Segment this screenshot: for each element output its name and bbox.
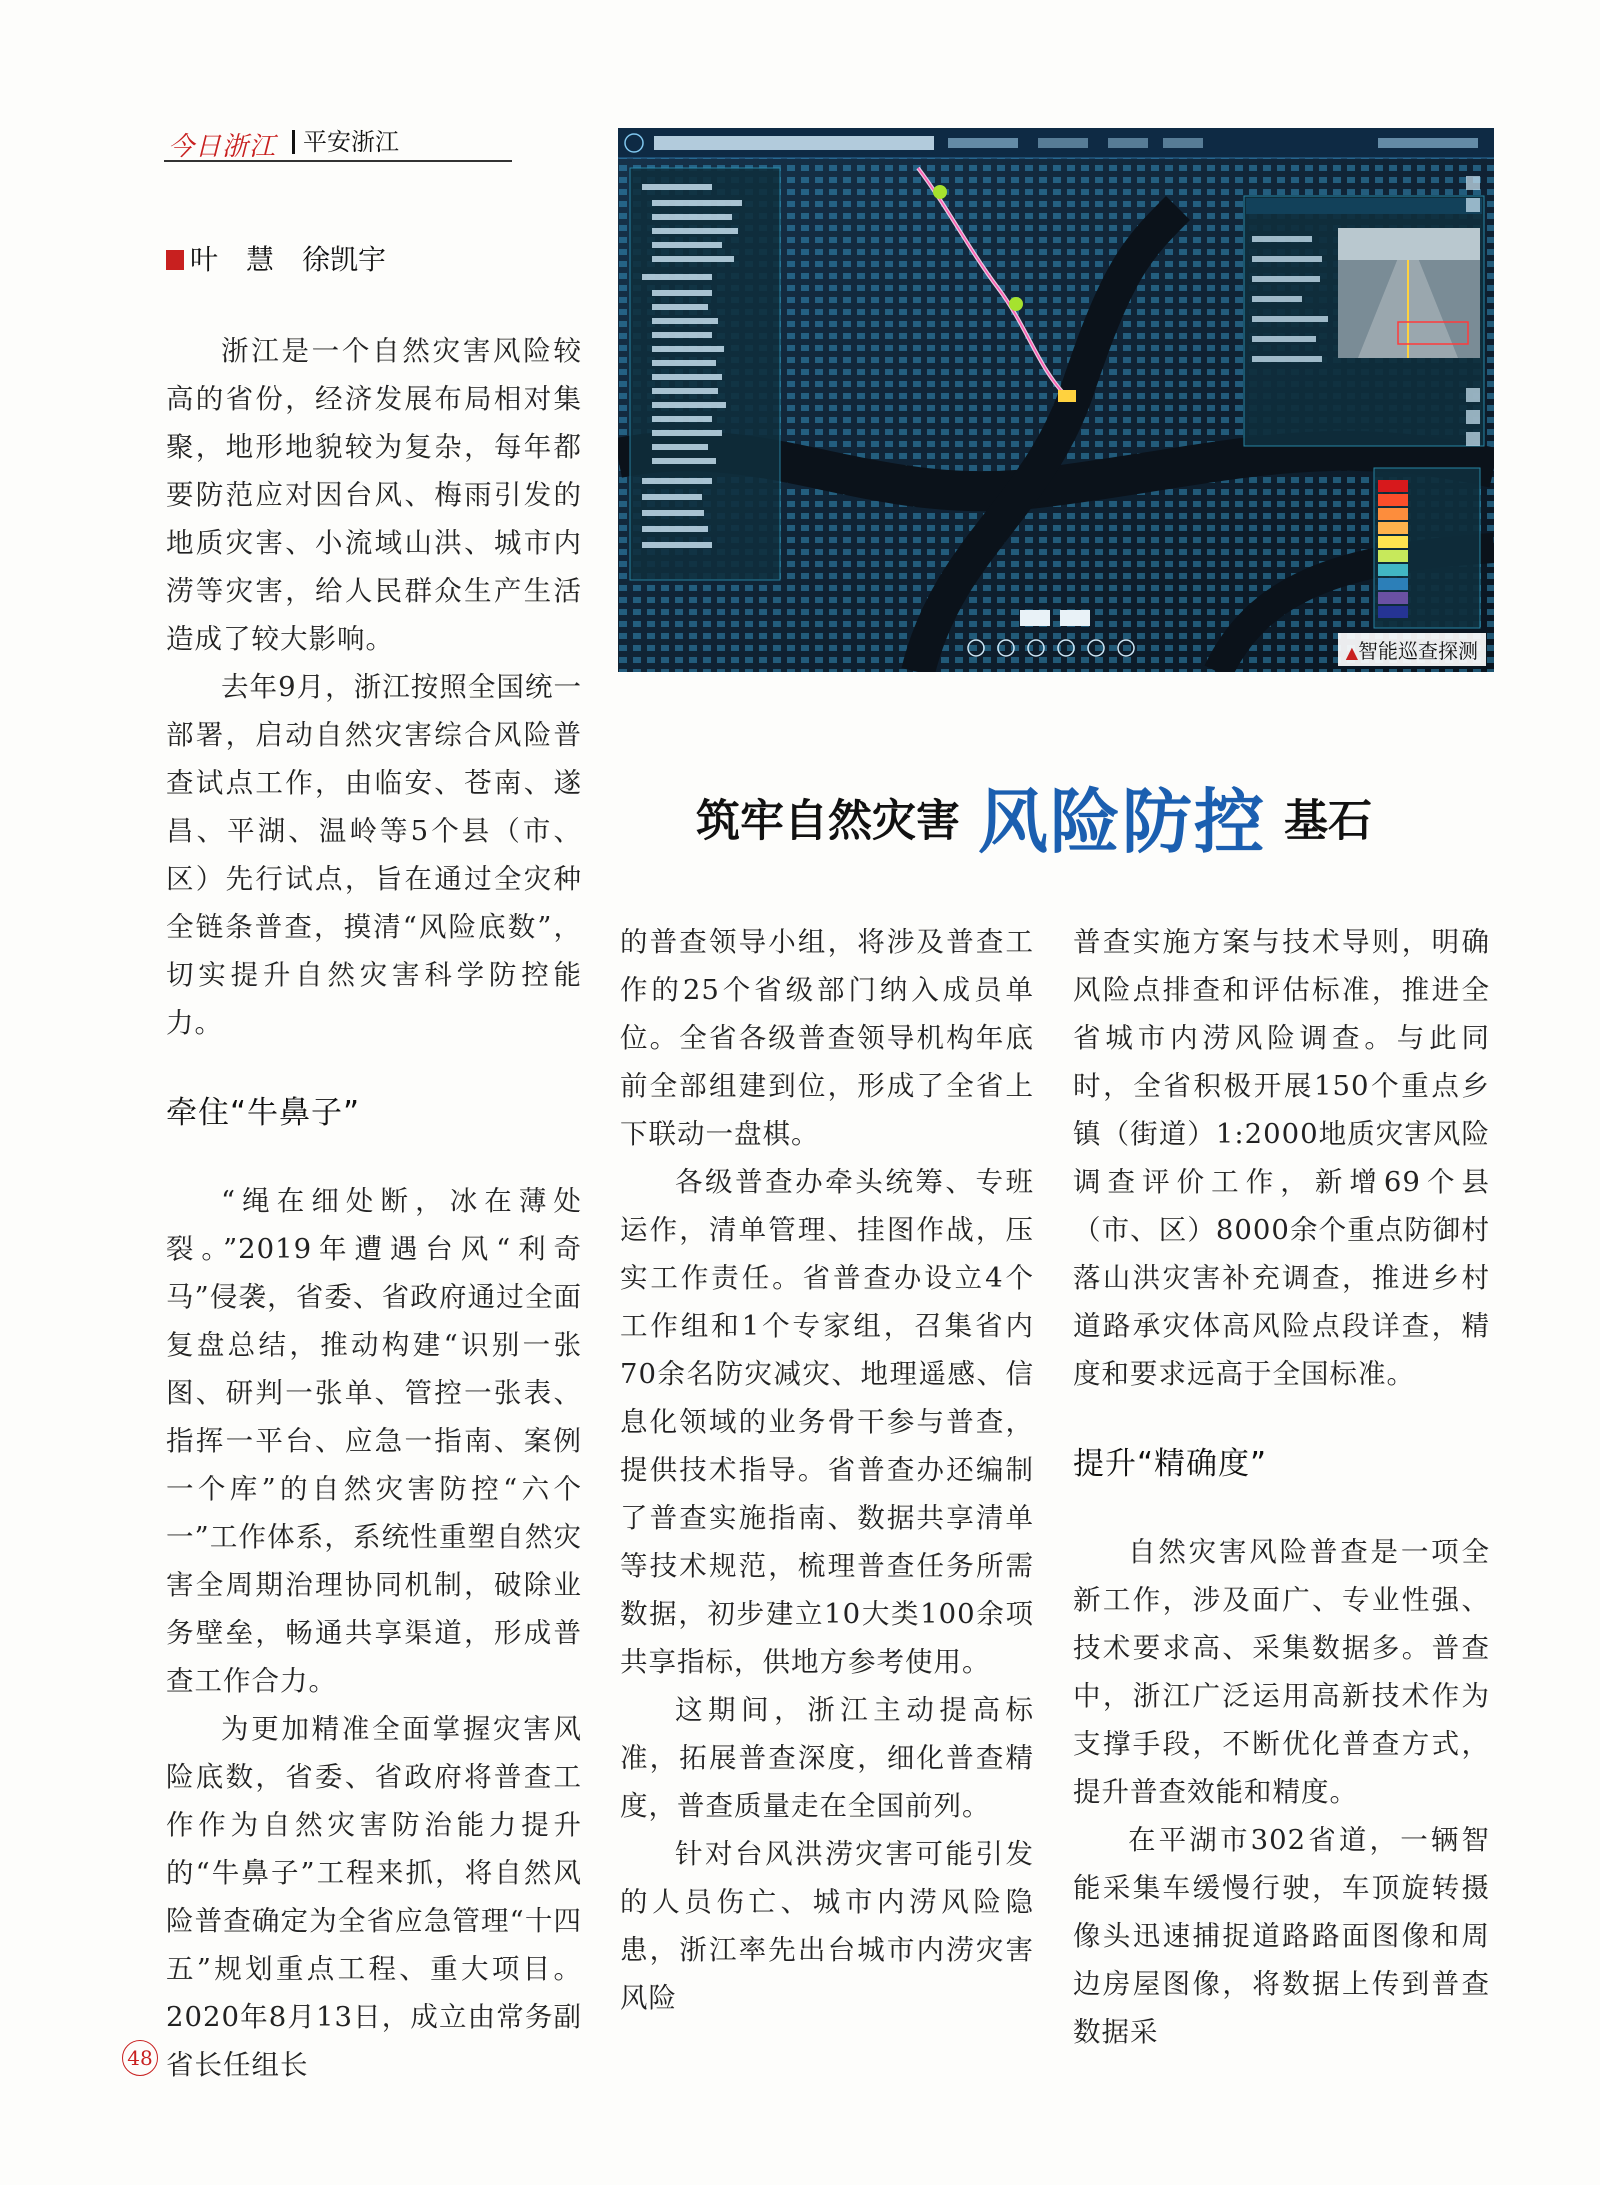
page-number: 48: [122, 2040, 158, 2076]
section-name: 平安浙江: [292, 130, 399, 154]
title-part-3: 基石: [1284, 795, 1372, 847]
paragraph: 为更加精准全面掌握灾害风险底数，省委、省政府将普查工作作为自然灾害防治能力提升的“牛鼻子”工程来抓，将自然风险普查确定为全省应急管理“十四五”规划重点工程、重大项目。2020年8月13日，成立由常务副省长任组长: [166, 1713, 582, 2081]
page-header: [164, 124, 512, 162]
title-part-1: 筑牢自然灾害: [696, 795, 960, 847]
authors: [166, 238, 386, 278]
red-square-icon: [166, 250, 184, 270]
paragraph: 去年9月，浙江按照全国统一部署，启动自然灾害综合风险普查试点工作，由临安、苍南、遂昌、平湖、温岭等5个县（市、区）先行试点，旨在通过全灾种全链条普查，摸清“风险底数”，切实提升自然灾害科学防控能力。: [166, 671, 582, 1039]
figure-smart-inspection: [618, 128, 1494, 672]
paragraph: 自然灾害风险普查是一项全新工作，涉及面广、专业性强、技术要求高、采集数据多。普查中，浙江广泛运用高新技术作为支撑手段，不断优化普查方式，提升普查效能和精度。: [1073, 1536, 1490, 1808]
figure-caption: [1338, 633, 1486, 666]
title-part-2-highlight: 风险防控: [978, 781, 1266, 863]
paragraph: 各级普查办牵头统筹、专班运作，清单管理、挂图作战，压实工作责任。省普查办设立4个工作组和1个专家组，召集省内70余名防灾减灾、地理遥感、信息化领域的业务骨干参与普查，提供技术指导。省普查办还编制了普查实施指南、数据共享清单等技术规范，梳理普查任务所需数据，初步建立10大类100余项共享指标，供地方参考使用。: [620, 1166, 1034, 1678]
magazine-logo: 今日浙江: [168, 132, 277, 162]
column-1: [166, 327, 582, 2089]
column-3: [1073, 918, 1490, 2056]
author-names: 叶 慧 徐凯宇: [190, 243, 387, 276]
paragraph: 这期间，浙江主动提高标准，拓展普查深度，细化普查精度，普查质量走在全国前列。: [620, 1694, 1034, 1822]
paragraph: 普查实施方案与技术导则，明确风险点排查和评估标准，推进全省城市内涝风险调查。与此同时，全省积极开展150个重点乡镇（街道）1:2000地质灾害风险调查评价工作，新增69个县（市、区）8000余个重点防御村落山洪灾害补充调查，推进乡村道路承灾体高风险点段详查，精度和要求远高于全国标准。: [1073, 926, 1490, 1390]
paragraph: “绳在细处断，冰在薄处裂。”2019年遭遇台风“利奇马”侵袭，省委、省政府通过全面复盘总结，推动构建“识别一张图、研判一张单、管控一张表、指挥一平台、应急一指南、案例一个库”的自然灾害防控“六个一”工作体系，系统性重塑自然灾害全周期治理协同机制，破除业务壁垒，畅通共享渠道，形成普查工作合力。: [166, 1185, 582, 1697]
map-screenshot-illustration: [618, 128, 1494, 672]
subheading-niubizi: 牵住“牛鼻子”: [166, 1095, 361, 1131]
article-title: [696, 766, 1372, 867]
triangle-up-icon: ▲: [1345, 643, 1358, 662]
column-2: [620, 918, 1034, 2022]
paragraph: 在平湖市302省道，一辆智能采集车缓慢行驶，车顶旋转摄像头迅速捕捉道路路面图像和周边房屋图像，将数据上传到普查数据采: [1073, 1824, 1490, 2048]
caption-text: 智能巡查探测: [1358, 639, 1478, 663]
subheading-precision: 提升“精确度”: [1073, 1446, 1268, 1482]
paragraph: 针对台风洪涝灾害可能引发的人员伤亡、城市内涝风险隐患，浙江率先出台城市内涝灾害风险: [620, 1838, 1034, 2014]
paragraph: 的普查领导小组，将涉及普查工作的25个省级部门纳入成员单位。全省各级普查领导机构年底前全部组建到位，形成了全省上下联动一盘棋。: [620, 926, 1034, 1150]
paragraph: 浙江是一个自然灾害风险较高的省份，经济发展布局相对集聚，地形地貌较为复杂，每年都要防范应对因台风、梅雨引发的地质灾害、小流域山洪、城市内涝等灾害，给人民群众生产生活造成了较大影响。: [166, 335, 582, 655]
